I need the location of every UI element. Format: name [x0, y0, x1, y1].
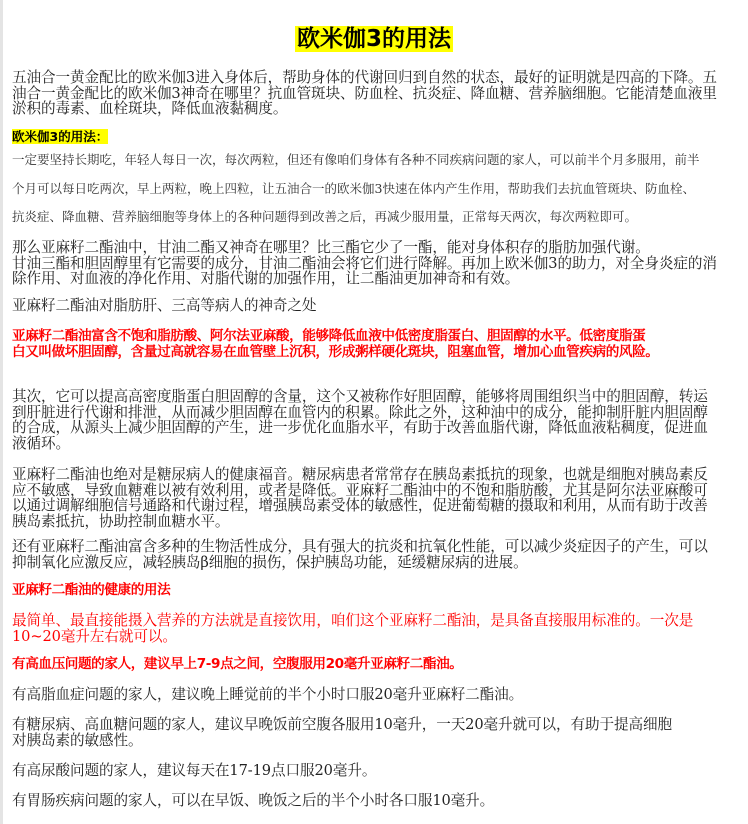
- health-usage-heading: 亚麻籽二酯油的健康的用法: [12, 582, 171, 598]
- left-border: [0, 0, 3, 824]
- red-bold-paragraph: 亚麻籽二酯油富含不饱和脂肪酸、阿尔法亚麻酸，能够降低血液中低密度脂蛋白、胆固醇的水平。低密度脂蛋 白又叫做坏胆固醇，含量过高就容易在血管壁上沉积，形成粥样硬化斑块，阻塞血管，增加心血管疾病的风险。: [12, 328, 659, 360]
- hdl-paragraph: 其次，它可以提高高密度脂蛋白胆固醇的含量，这个又被称作好胆固醇，能够将周围组织当中的胆固醇，转运 到肝脏进行代谢和排泄，从而减少胆固醇在血管内的积累。除此之外，这种油中的成分，能抑制肝脏内胆固醇 的合成，从源头上减少胆固醇的产生，进一步优化血脂水平，有助于改善血脂代谢，降低血液粘稠度，促进血 液循环。: [12, 388, 708, 452]
- page-title: 欧米伽3的用法: [296, 26, 451, 52]
- usage-heading: 欧米伽3的用法：: [12, 129, 109, 144]
- subheading: 亚麻籽二酯油对脂肪肝、三高等病人的神奇之处: [12, 297, 317, 314]
- blood-pressure-advice: 有高血压问题的家人，建议早上7-9点之间，空腹服用20毫升亚麻籽二酯油。: [12, 656, 463, 672]
- diabetes-paragraph: 亚麻籽二酯油也绝对是糖尿病人的健康福音。糖尿病患者常常存在胰岛素抵抗的现象，也就是细胞对胰岛素反 应不敏感，导致血糖难以被有效利用，或者是降低。亚麻籽二酯油中的不饱和脂肪酸，尤其是阿尔法亚麻酸可 以通过调解细胞信号通路和代谢过程，增强胰岛素受体的敏感性，促进葡萄糖的摄取和利用，从而有助于改善 胰岛素抵抗，协助控制血糖水平。: [12, 466, 708, 530]
- gastro-advice: 有胃肠疾病问题的家人，可以在早饭、晚饭之后的半个小时各口服10毫升。: [12, 792, 495, 809]
- diester-paragraph: 那么亚麻籽二酯油中，甘油二酯又神奇在哪里？比三酯它少了一酯，能对身体积存的脂肪加强代谢。 甘油三酯和胆固醇里有它需要的成分，甘油二酯油会将它们进行降解。再加上欧米伽3的助力，对全身炎症的消 除作用、对血液的净化作用、对脂代谢的加强作用，让二酯油更加神奇和有效。: [12, 239, 717, 288]
- blood-sugar-advice: 有糖尿病、高血糖问题的家人，建议早晚饭前空腹各服用10毫升，一天20毫升就可以，有助于提高细胞 对胰岛素的敏感性。: [12, 716, 672, 749]
- lipid-advice: 有高脂血症问题的家人，建议晚上睡觉前的半个小时口服20毫升亚麻籽二酯油。: [12, 686, 524, 703]
- intro-paragraph: 五油合一黄金配比的欧米伽3进入身体后，帮助身体的代谢回归到自然的状态，最好的证明就是四高的下降。五 油合一黄金配比的欧米伽3神奇在哪里？抗血管斑块、防血栓、抗炎症、降血糖、营养脑细胞。它能清楚血液里 淤积的毒素、血栓斑块，降低血液黏稠度。: [12, 69, 717, 118]
- usage-paragraph: 一定要坚持长期吃，年轻人每日一次，每次两粒，但还有像咱们身体有各种不同疾病问题的家人，可以前半个月多服用，前半 个月可以每日吃两次，早上两粒，晚上四粒，让五油合一的欧米伽3快速在体内产生作用，帮助我们去抗血管斑块、防血栓、 抗炎症、降血糖、营养脑细胞等身体上的各种问题得到改善之后，再减少服用量，正常每天两次，每次两粒即可。: [12, 152, 700, 224]
- bioactive-paragraph: 还有亚麻籽二酯油富含多种的生物活性成分，具有强大的抗炎和抗氧化性能，可以减少炎症因子的产生，可以 抑制氧化应激反应，减轻胰岛β细胞的损伤，保护胰岛功能，延缓糖尿病的进展。: [12, 538, 708, 571]
- uric-acid-advice: 有高尿酸问题的家人，建议每天在17-19点口服20毫升。: [12, 762, 377, 779]
- simple-usage-paragraph: 最简单、最直接能摄入营养的方法就是直接饮用，咱们这个亚麻籽二酯油，是具备直接服用标准的。一次是 10~20毫升左右就可以。: [12, 612, 694, 645]
